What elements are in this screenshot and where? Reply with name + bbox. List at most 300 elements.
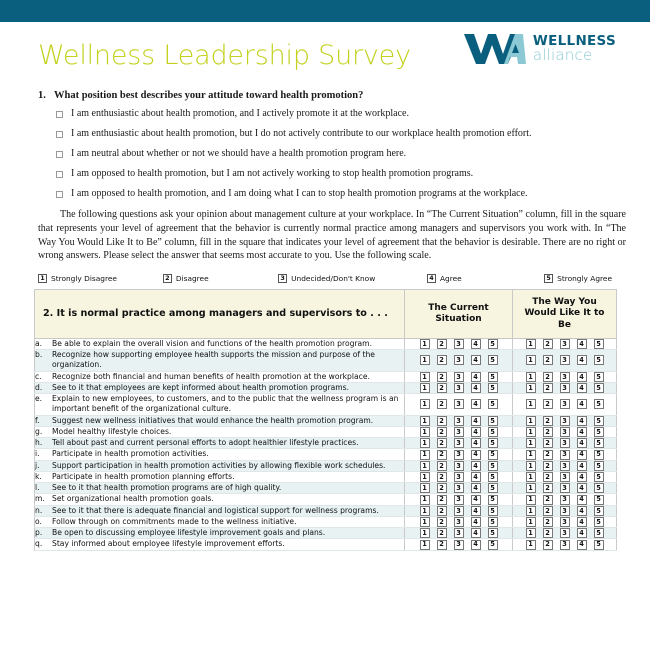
scale-label: Disagree — [175, 274, 209, 284]
rating-box-5[interactable]: 5 — [488, 427, 498, 437]
rating-box-2[interactable]: 2 — [543, 472, 553, 482]
rating-box-1[interactable]: 1 — [420, 450, 430, 460]
rating-scale-legend — [0, 274, 650, 283]
item-letter: o. — [35, 516, 42, 526]
rating-box-3[interactable]: 3 — [454, 450, 464, 460]
rating-box-3[interactable]: 3 — [454, 506, 464, 516]
item-letter: m. — [35, 494, 45, 504]
item-text: Follow through on commitments made to the wellness initiative. — [52, 516, 297, 526]
rating-box-1[interactable]: 1 — [420, 355, 430, 365]
rating-box-2[interactable]: 2 — [437, 355, 447, 365]
rating-box-1[interactable]: 1 — [420, 495, 430, 505]
scale-value-box: 3 — [278, 274, 287, 283]
wa-monogram-icon — [462, 30, 528, 68]
rating-box-3[interactable]: 3 — [560, 438, 570, 448]
table-row — [35, 394, 617, 416]
rating-box-5[interactable]: 5 — [594, 483, 604, 493]
rating-box-1[interactable]: 1 — [526, 438, 536, 448]
item-text: See to it that employees are kept informed about health promotion programs. — [52, 382, 350, 392]
rating-box-5[interactable]: 5 — [594, 506, 604, 516]
item-text: Recognize both financial and human benefits of health promotion at the workplace. — [52, 371, 370, 381]
rating-cell-wanted — [513, 471, 617, 482]
rating-box-2[interactable]: 2 — [437, 517, 447, 527]
rating-box-1[interactable]: 1 — [420, 372, 430, 382]
scale-item-4 — [427, 274, 544, 283]
rating-box-3[interactable]: 3 — [560, 495, 570, 505]
rating-box-2[interactable]: 2 — [543, 372, 553, 382]
rating-box-4[interactable]: 4 — [471, 355, 481, 365]
rating-box-1[interactable]: 1 — [420, 438, 430, 448]
rating-box-3[interactable]: 3 — [560, 372, 570, 382]
page-title: Wellness Leadership Survey — [38, 40, 411, 71]
item-letter: q. — [35, 539, 43, 549]
rating-cell-wanted — [513, 426, 617, 437]
rating-box-4[interactable]: 4 — [471, 427, 481, 437]
rating-group — [405, 383, 512, 393]
rating-group — [513, 517, 616, 527]
question-1-option[interactable] — [38, 128, 616, 139]
question-1-option[interactable] — [38, 148, 616, 159]
table-row — [35, 528, 617, 539]
rating-cell-wanted — [513, 350, 617, 372]
rating-box-2[interactable]: 2 — [437, 438, 447, 448]
question-1-option[interactable] — [38, 188, 616, 199]
item-letter: e. — [35, 394, 43, 404]
rating-group — [513, 506, 616, 516]
item-letter: b. — [35, 350, 43, 360]
rating-box-2[interactable]: 2 — [437, 472, 447, 482]
item-letter: g. — [35, 426, 43, 436]
rating-box-4[interactable]: 4 — [471, 416, 481, 426]
rating-group — [513, 450, 616, 460]
rating-box-2[interactable]: 2 — [437, 461, 447, 471]
rating-box-5[interactable]: 5 — [488, 450, 498, 460]
rating-box-4[interactable]: 4 — [577, 495, 587, 505]
rating-box-5[interactable]: 5 — [488, 416, 498, 426]
rating-box-3[interactable]: 3 — [454, 461, 464, 471]
rating-group — [405, 355, 512, 365]
table-row — [35, 350, 617, 372]
item-cell — [35, 415, 405, 426]
rating-box-2[interactable]: 2 — [543, 495, 553, 505]
scale-label: Undecided/Don't Know — [291, 274, 376, 284]
rating-box-3[interactable]: 3 — [560, 383, 570, 393]
rating-box-4[interactable]: 4 — [471, 339, 481, 349]
rating-box-5[interactable]: 5 — [594, 355, 604, 365]
item-text: Model healthy lifestyle choices. — [52, 426, 172, 436]
checkbox-icon[interactable] — [56, 151, 63, 158]
rating-box-3[interactable]: 3 — [454, 495, 464, 505]
rating-box-1[interactable]: 1 — [420, 461, 430, 471]
rating-cell-current — [405, 338, 513, 349]
rating-box-2[interactable]: 2 — [437, 483, 447, 493]
rating-box-4[interactable]: 4 — [577, 461, 587, 471]
rating-box-3[interactable]: 3 — [454, 517, 464, 527]
rating-box-3[interactable]: 3 — [454, 355, 464, 365]
rating-box-5[interactable]: 5 — [594, 540, 604, 550]
rating-box-1[interactable]: 1 — [526, 383, 536, 393]
rating-box-3[interactable]: 3 — [454, 339, 464, 349]
rating-box-4[interactable]: 4 — [577, 427, 587, 437]
rating-box-5[interactable]: 5 — [594, 517, 604, 527]
rating-cell-current — [405, 371, 513, 382]
question-1-options — [38, 108, 616, 199]
rating-box-4[interactable]: 4 — [577, 483, 587, 493]
rating-box-3[interactable]: 3 — [560, 483, 570, 493]
rating-box-4[interactable]: 4 — [577, 372, 587, 382]
rating-group — [513, 372, 616, 382]
rating-box-1[interactable]: 1 — [526, 372, 536, 382]
item-cell — [35, 426, 405, 437]
item-cell — [35, 528, 405, 539]
rating-box-2[interactable]: 2 — [437, 399, 447, 409]
rating-box-4[interactable]: 4 — [577, 517, 587, 527]
rating-box-1[interactable]: 1 — [420, 528, 430, 538]
rating-box-5[interactable]: 5 — [594, 339, 604, 349]
rating-group — [405, 339, 512, 349]
table-row — [35, 471, 617, 482]
rating-box-3[interactable]: 3 — [454, 540, 464, 550]
rating-box-4[interactable]: 4 — [577, 339, 587, 349]
rating-cell-current — [405, 415, 513, 426]
rating-box-3[interactable]: 3 — [454, 472, 464, 482]
item-text: Set organizational health promotion goals. — [52, 494, 214, 504]
rating-box-1[interactable]: 1 — [526, 540, 536, 550]
rating-box-1[interactable]: 1 — [420, 483, 430, 493]
rating-box-2[interactable]: 2 — [543, 483, 553, 493]
rating-cell-wanted — [513, 371, 617, 382]
rating-box-5[interactable]: 5 — [488, 540, 498, 550]
survey-table-wrapper — [0, 289, 650, 551]
question-1-option[interactable] — [38, 108, 616, 119]
rating-cell-wanted — [513, 494, 617, 505]
rating-box-3[interactable]: 3 — [454, 438, 464, 448]
table-row — [35, 338, 617, 349]
question-1-option[interactable] — [38, 168, 616, 179]
scale-item-2 — [163, 274, 278, 283]
rating-box-1[interactable]: 1 — [526, 495, 536, 505]
rating-box-5[interactable]: 5 — [488, 517, 498, 527]
rating-box-3[interactable]: 3 — [454, 427, 464, 437]
rating-cell-wanted — [513, 483, 617, 494]
rating-group — [405, 450, 512, 460]
item-letter: i. — [35, 449, 40, 459]
item-cell — [35, 371, 405, 382]
rating-box-4[interactable]: 4 — [577, 472, 587, 482]
item-letter: n. — [35, 505, 43, 515]
table-row — [35, 415, 617, 426]
rating-box-5[interactable]: 5 — [488, 355, 498, 365]
item-letter: p. — [35, 528, 43, 538]
rating-box-2[interactable]: 2 — [543, 461, 553, 471]
survey-table-body — [35, 338, 617, 550]
rating-box-2[interactable]: 2 — [437, 506, 447, 516]
rating-cell-wanted — [513, 438, 617, 449]
rating-cell-current — [405, 505, 513, 516]
rating-box-3[interactable]: 3 — [560, 416, 570, 426]
scale-value-box: 5 — [544, 274, 553, 283]
item-text: Explain to new employees, to customers, and to the public that the wellness program is an important benefit of the organizational culture. — [52, 394, 399, 414]
checkbox-icon[interactable] — [56, 191, 63, 198]
rating-box-2[interactable]: 2 — [543, 540, 553, 550]
rating-group — [513, 495, 616, 505]
rating-box-2[interactable]: 2 — [437, 528, 447, 538]
rating-group — [513, 483, 616, 493]
rating-cell-current — [405, 539, 513, 550]
scale-item-3 — [278, 274, 427, 283]
option-label: I am neutral about whether or not we should have a health promotion program here. — [71, 148, 407, 159]
rating-box-3[interactable]: 3 — [560, 339, 570, 349]
scale-label: Strongly Agree — [557, 274, 612, 284]
item-text: Stay informed about employee lifestyle improvement efforts. — [52, 539, 285, 549]
rating-box-2[interactable]: 2 — [437, 427, 447, 437]
rating-box-3[interactable]: 3 — [454, 372, 464, 382]
item-text: Support participation in health promotion activities by allowing flexible work schedules. — [52, 460, 386, 470]
rating-box-5[interactable]: 5 — [594, 472, 604, 482]
rating-box-4[interactable]: 4 — [471, 506, 481, 516]
rating-box-4[interactable]: 4 — [471, 517, 481, 527]
rating-cell-wanted — [513, 528, 617, 539]
rating-box-1[interactable]: 1 — [526, 461, 536, 471]
rating-box-1[interactable]: 1 — [526, 528, 536, 538]
rating-box-1[interactable]: 1 — [420, 399, 430, 409]
rating-box-5[interactable]: 5 — [594, 450, 604, 460]
item-cell — [35, 350, 405, 372]
item-letter: k. — [35, 471, 42, 481]
rating-box-1[interactable]: 1 — [526, 450, 536, 460]
rating-box-1[interactable]: 1 — [526, 506, 536, 516]
rating-box-4[interactable]: 4 — [577, 540, 587, 550]
rating-box-2[interactable]: 2 — [437, 450, 447, 460]
rating-box-4[interactable]: 4 — [471, 495, 481, 505]
rating-box-2[interactable]: 2 — [543, 528, 553, 538]
rating-box-1[interactable]: 1 — [420, 472, 430, 482]
table-row — [35, 483, 617, 494]
rating-cell-wanted — [513, 394, 617, 416]
item-text: Participate in health promotion activities. — [52, 449, 209, 459]
rating-box-5[interactable]: 5 — [594, 427, 604, 437]
logo-line-alliance: alliance — [532, 45, 593, 64]
rating-box-4[interactable]: 4 — [471, 438, 481, 448]
rating-box-5[interactable]: 5 — [594, 495, 604, 505]
checkbox-icon[interactable] — [56, 131, 63, 138]
item-cell — [35, 449, 405, 460]
rating-box-4[interactable]: 4 — [471, 461, 481, 471]
rating-box-1[interactable]: 1 — [420, 540, 430, 550]
rating-group — [405, 372, 512, 382]
rating-box-5[interactable]: 5 — [488, 339, 498, 349]
rating-box-3[interactable]: 3 — [560, 472, 570, 482]
table-row — [35, 449, 617, 460]
item-letter: j. — [35, 460, 40, 470]
survey-table — [34, 289, 617, 551]
rating-box-4[interactable]: 4 — [577, 528, 587, 538]
rating-box-1[interactable]: 1 — [420, 506, 430, 516]
rating-box-5[interactable]: 5 — [488, 506, 498, 516]
rating-box-2[interactable]: 2 — [543, 438, 553, 448]
table-row — [35, 494, 617, 505]
option-label: I am opposed to health promotion, but I am not actively working to stop health promotion programs. — [71, 168, 474, 179]
rating-cell-current — [405, 516, 513, 527]
item-cell — [35, 539, 405, 550]
wellness-alliance-logo — [462, 30, 616, 68]
rating-box-1[interactable]: 1 — [420, 427, 430, 437]
rating-box-3[interactable]: 3 — [560, 540, 570, 550]
rating-box-4[interactable]: 4 — [471, 450, 481, 460]
rating-box-3[interactable]: 3 — [560, 517, 570, 527]
table-row — [35, 382, 617, 393]
rating-group — [513, 416, 616, 426]
rating-box-5[interactable]: 5 — [488, 438, 498, 448]
rating-box-4[interactable]: 4 — [471, 528, 481, 538]
item-text: See to it that health promotion programs are of high quality. — [52, 483, 282, 493]
scale-item-1 — [38, 274, 163, 283]
rating-box-5[interactable]: 5 — [594, 461, 604, 471]
rating-cell-wanted — [513, 460, 617, 471]
rating-box-5[interactable]: 5 — [594, 372, 604, 382]
rating-box-2[interactable]: 2 — [437, 540, 447, 550]
rating-box-5[interactable]: 5 — [488, 495, 498, 505]
rating-group — [513, 355, 616, 365]
item-cell — [35, 494, 405, 505]
item-text: Participate in health promotion planning efforts. — [52, 471, 235, 481]
table-row — [35, 438, 617, 449]
rating-box-5[interactable]: 5 — [594, 383, 604, 393]
rating-box-1[interactable]: 1 — [526, 483, 536, 493]
rating-cell-current — [405, 528, 513, 539]
rating-box-4[interactable]: 4 — [471, 399, 481, 409]
rating-box-2[interactable]: 2 — [543, 383, 553, 393]
rating-group — [513, 540, 616, 550]
rating-box-5[interactable]: 5 — [488, 383, 498, 393]
rating-box-5[interactable]: 5 — [488, 461, 498, 471]
rating-box-4[interactable]: 4 — [471, 372, 481, 382]
rating-box-3[interactable]: 3 — [560, 355, 570, 365]
rating-box-2[interactable]: 2 — [543, 399, 553, 409]
rating-box-3[interactable]: 3 — [560, 399, 570, 409]
item-cell — [35, 382, 405, 393]
rating-box-4[interactable]: 4 — [577, 399, 587, 409]
rating-box-2[interactable]: 2 — [437, 372, 447, 382]
rating-box-1[interactable]: 1 — [420, 339, 430, 349]
rating-box-5[interactable]: 5 — [488, 399, 498, 409]
rating-box-2[interactable]: 2 — [437, 416, 447, 426]
rating-cell-current — [405, 449, 513, 460]
rating-group — [405, 540, 512, 550]
rating-group — [405, 427, 512, 437]
rating-box-5[interactable]: 5 — [594, 399, 604, 409]
item-letter: f. — [35, 415, 40, 425]
item-cell — [35, 516, 405, 527]
rating-box-3[interactable]: 3 — [560, 506, 570, 516]
rating-group — [513, 461, 616, 471]
rating-box-1[interactable]: 1 — [420, 517, 430, 527]
rating-box-3[interactable]: 3 — [454, 483, 464, 493]
rating-box-2[interactable]: 2 — [543, 450, 553, 460]
rating-box-4[interactable]: 4 — [577, 450, 587, 460]
rating-box-4[interactable]: 4 — [577, 438, 587, 448]
rating-box-2[interactable]: 2 — [543, 339, 553, 349]
checkbox-icon[interactable] — [56, 171, 63, 178]
rating-box-5[interactable]: 5 — [594, 438, 604, 448]
option-label: I am opposed to health promotion, and I am doing what I can to stop health promotion programs at the workplace. — [71, 188, 528, 199]
rating-box-3[interactable]: 3 — [454, 383, 464, 393]
rating-box-1[interactable]: 1 — [526, 339, 536, 349]
rating-cell-current — [405, 394, 513, 416]
rating-box-2[interactable]: 2 — [437, 339, 447, 349]
rating-box-4[interactable]: 4 — [577, 355, 587, 365]
table-row — [35, 516, 617, 527]
rating-box-5[interactable]: 5 — [594, 528, 604, 538]
rating-cell-wanted — [513, 415, 617, 426]
rating-box-5[interactable]: 5 — [488, 472, 498, 482]
item-text: Be open to discussing employee lifestyle improvement goals and plans. — [52, 528, 326, 538]
rating-box-1[interactable]: 1 — [526, 399, 536, 409]
rating-box-3[interactable]: 3 — [560, 528, 570, 538]
rating-box-2[interactable]: 2 — [543, 517, 553, 527]
item-letter: c. — [35, 371, 42, 381]
rating-box-5[interactable]: 5 — [488, 483, 498, 493]
rating-box-3[interactable]: 3 — [560, 450, 570, 460]
rating-box-4[interactable]: 4 — [471, 540, 481, 550]
rating-group — [405, 506, 512, 516]
rating-box-2[interactable]: 2 — [543, 416, 553, 426]
rating-box-4[interactable]: 4 — [471, 472, 481, 482]
rating-box-1[interactable]: 1 — [526, 517, 536, 527]
rating-box-3[interactable]: 3 — [560, 461, 570, 471]
rating-group — [513, 472, 616, 482]
rating-box-3[interactable]: 3 — [454, 528, 464, 538]
rating-box-3[interactable]: 3 — [454, 416, 464, 426]
rating-box-1[interactable]: 1 — [526, 416, 536, 426]
item-cell — [35, 471, 405, 482]
rating-box-2[interactable]: 2 — [543, 506, 553, 516]
rating-box-2[interactable]: 2 — [437, 383, 447, 393]
header-current-situation: The Current Situation — [405, 290, 513, 339]
rating-box-5[interactable]: 5 — [488, 372, 498, 382]
rating-cell-wanted — [513, 382, 617, 393]
rating-box-2[interactable]: 2 — [543, 355, 553, 365]
rating-box-1[interactable]: 1 — [420, 416, 430, 426]
item-cell — [35, 460, 405, 471]
rating-box-3[interactable]: 3 — [560, 427, 570, 437]
rating-cell-current — [405, 382, 513, 393]
rating-box-5[interactable]: 5 — [594, 416, 604, 426]
rating-cell-current — [405, 438, 513, 449]
rating-box-1[interactable]: 1 — [526, 355, 536, 365]
scale-label: Agree — [439, 274, 462, 284]
rating-box-3[interactable]: 3 — [454, 399, 464, 409]
rating-box-1[interactable]: 1 — [526, 427, 536, 437]
table-row — [35, 539, 617, 550]
option-label: I am enthusiastic about health promotion, and I actively promote it at the workplace. — [71, 108, 409, 119]
rating-box-1[interactable]: 1 — [526, 472, 536, 482]
rating-box-4[interactable]: 4 — [471, 383, 481, 393]
rating-box-4[interactable]: 4 — [577, 506, 587, 516]
rating-box-4[interactable]: 4 — [471, 483, 481, 493]
rating-box-5[interactable]: 5 — [488, 528, 498, 538]
rating-box-2[interactable]: 2 — [437, 495, 447, 505]
rating-box-4[interactable]: 4 — [577, 383, 587, 393]
rating-box-1[interactable]: 1 — [420, 383, 430, 393]
header-item-column: 2. It is normal practice among managers and supervisors to . . . — [35, 290, 405, 339]
item-cell — [35, 394, 405, 416]
checkbox-icon[interactable] — [56, 111, 63, 118]
rating-group — [405, 399, 512, 409]
rating-box-4[interactable]: 4 — [577, 416, 587, 426]
item-text: Be able to explain the overall vision and functions of the health promotion program. — [52, 338, 372, 348]
rating-box-2[interactable]: 2 — [543, 427, 553, 437]
